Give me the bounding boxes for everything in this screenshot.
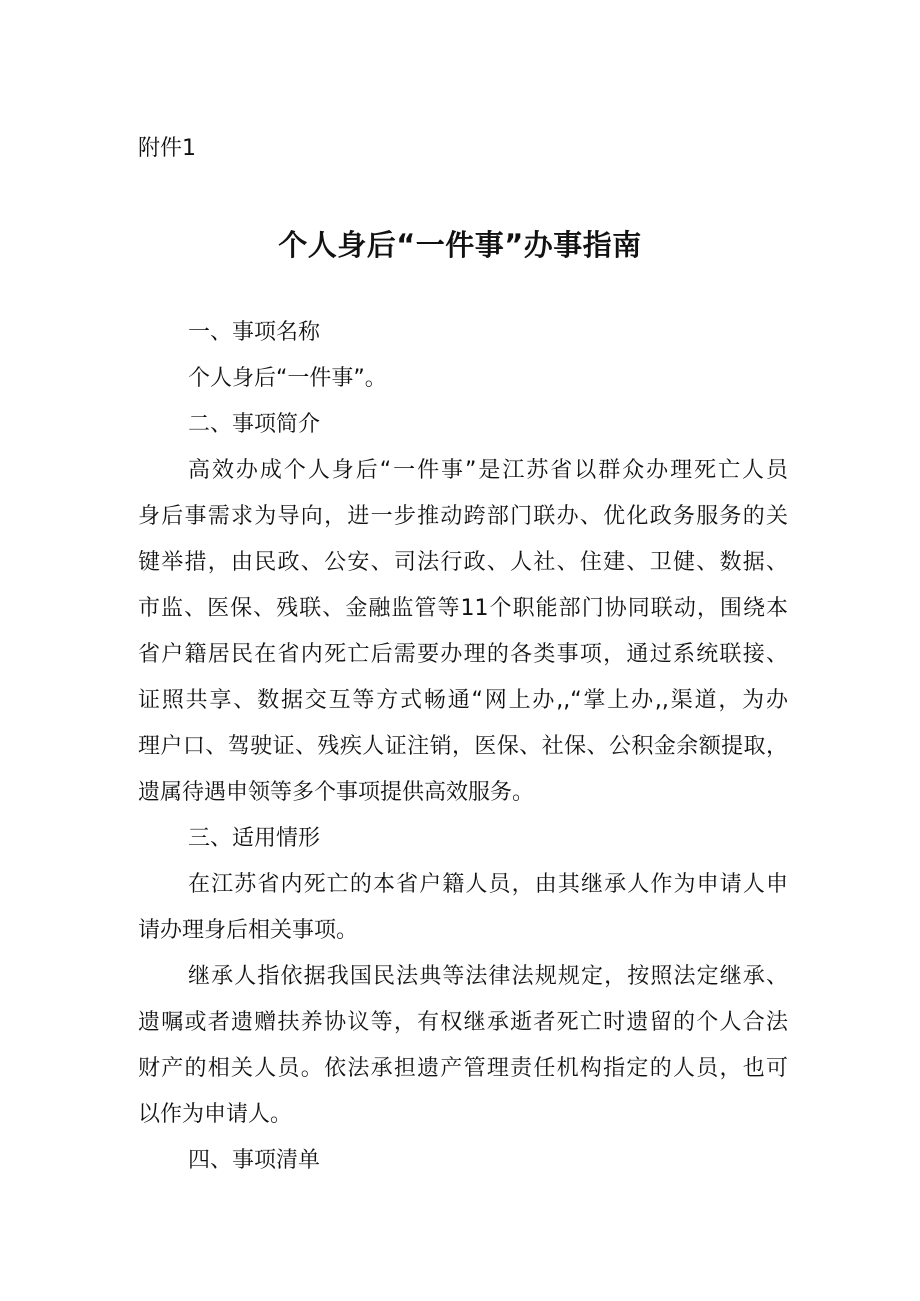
- section-2-line: 身后事需求为导向，进一步推动跨部门联办、优化政务服务的关: [138, 504, 788, 529]
- section-3-p2-line: 继承人指依据我国民法典等法律法规规定，按照法定继承、: [188, 964, 788, 989]
- section-1-text: 个人身后“一件事”。: [188, 366, 387, 391]
- section-2-line: 证照共享、数据交互等方式畅通“网上办,,“掌上办,,渠道，为办: [138, 688, 788, 713]
- section-1-heading: 一、事项名称: [188, 320, 321, 345]
- section-2-line: 遗属待遇申领等多个事项提供高效服务。: [138, 780, 535, 805]
- section-3-p2-line: 遗嘱或者遗赠扶养协议等，有权继承逝者死亡时遗留的个人合法: [138, 1010, 788, 1035]
- section-3-heading: 三、适用情形: [188, 826, 321, 851]
- section-3-p2-line: 财产的相关人员。依法承担遗产管理责任机构指定的人员，也可: [138, 1056, 788, 1081]
- section-2-line: 省户籍居民在省内死亡后需要办理的各类事项，通过系统联接、: [138, 642, 788, 667]
- section-2-line: 市监、医保、残联、金融监管等11个职能部门协同联动，围绕本: [138, 596, 788, 621]
- section-2-line: 键举措，由民政、公安、司法行政、人社、住建、卫健、数据、: [138, 550, 788, 575]
- section-3-p1-line: 在江苏省内死亡的本省户籍人员，由其继承人作为申请人申: [188, 872, 788, 897]
- attachment-label: 附件1: [138, 136, 196, 161]
- document-title: 个人身后“一件事”办事指南: [278, 228, 642, 262]
- section-2-line: 高效办成个人身后“一件事”是江苏省以群众办理死亡人员: [188, 458, 788, 483]
- section-2-line: 理户口、驾驶证、残疾人证注销，医保、社保、公积金余额提取，: [138, 734, 788, 759]
- section-4-heading: 四、事项清单: [188, 1148, 321, 1173]
- section-2-heading: 二、事项简介: [188, 412, 321, 437]
- section-3-p2-line: 以作为申请人。: [138, 1102, 293, 1127]
- section-3-p1-line: 请办理身后相关事项。: [138, 918, 359, 943]
